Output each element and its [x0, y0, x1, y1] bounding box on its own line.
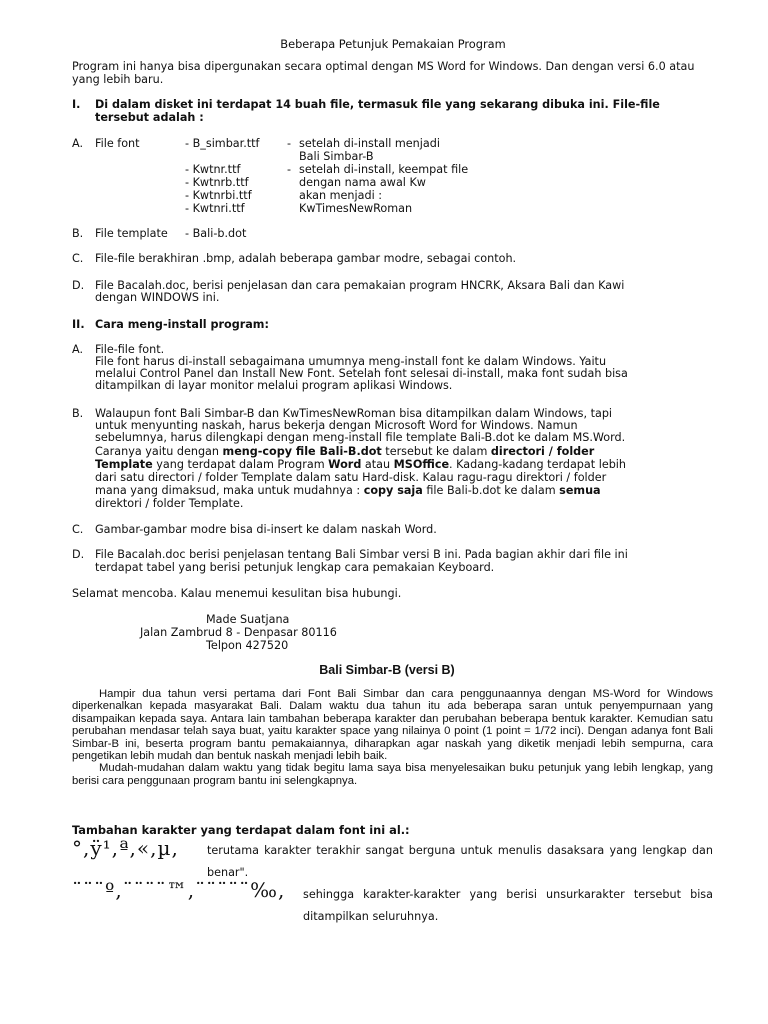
install-font-line: melalui Control Panel dan Install New Font. Setelah font selesai di-install, maka font sudah bisa [95, 367, 628, 380]
page-title: Beberapa Petunjuk Pemakaian Program [280, 37, 506, 51]
font-note: setelah di-install, keempat file [299, 163, 469, 176]
bacalah-text-line: dengan WINDOWS ini. [95, 291, 220, 304]
template-install-line: Walaupun font Bali Simbar-B dan KwTimesNewRoman bisa ditampilkan dalam Windows, tapi [95, 407, 613, 420]
section2-number: II. [72, 318, 85, 331]
glyph-sample: °,ÿ¹,ª,«,µ, [72, 836, 179, 860]
font-file-name: - Kwtnrb.ttf [185, 176, 249, 189]
font-file-name: - Kwtnr.ttf [185, 163, 241, 176]
template-file-name: - Bali-b.dot [185, 227, 247, 240]
modre-insert-text: Gambar-gambar modre bisa di-insert ke dalam naskah Word. [95, 523, 437, 536]
item-label: D. [72, 548, 85, 561]
install-font-line: File-file font. [95, 343, 165, 356]
section1-number: I. [72, 98, 81, 111]
item-label: C. [72, 523, 84, 536]
font-file-name [185, 150, 260, 163]
item-label: C. [72, 252, 84, 265]
bali-body [72, 688, 713, 787]
font-note: KwTimesNewRoman [299, 202, 413, 215]
glyph-sample: ¨¨¨º,¨¨¨¨™,¨¨¨¨¨‰, [72, 878, 286, 902]
font-file-name: - Kwtnri.ttf [185, 202, 245, 215]
font-file-list [185, 137, 260, 215]
karakter-heading: Tambahan karakter yang terdapat dalam font ini al.: [72, 823, 410, 837]
section2-heading: Cara meng-install program: [95, 318, 269, 331]
install-font-line: File font harus di-install sebagaimana umumnya meng-install font ke dalam Windows. Yaitu [95, 355, 607, 368]
item-label: A. [72, 343, 84, 356]
dash-marker [287, 176, 291, 189]
closing-text: Selamat mencoba. Kalau menemui kesulitan bisa hubungi. [72, 587, 402, 600]
bacalah-info-line: terdapat tabel yang berisi petunjuk lengkap cara pemakaian Keyboard. [95, 561, 495, 574]
body-paragraph: Mudah-mudahan dalam waktu yang tidak begitu lama saya bisa menyelesaikan buku petunjuk yang lebih lengkap, yang berisi cara penggunaan program bantu ini selengkapnya. [72, 762, 713, 787]
install-font-line: ditampilkan di layar monitor melalui program aplikasi Windows. [95, 379, 453, 392]
font-note: akan menjadi : [299, 189, 383, 202]
item-label: A. [72, 137, 84, 150]
font-note: dengan nama awal Kw [299, 176, 426, 189]
font-note-column [299, 137, 468, 215]
item-label: D. [72, 279, 85, 292]
font-file-name: - B_simbar.ttf [185, 137, 260, 150]
font-note: setelah di-install menjadi [299, 137, 440, 150]
template-install-line: mana yang dimaksud, maka untuk mudahnya : copy saja file Bali-b.dot ke dalam semua [95, 484, 601, 497]
contact-name: Made Suatjana [206, 613, 290, 626]
file-template-label: File template [95, 227, 168, 240]
section-title: Bali Simbar-B (versi B) [319, 663, 455, 677]
bacalah-info-line: File Bacalah.doc berisi penjelasan tentang Bali Simbar versi B ini. Pada bagian akhir dari file ini [95, 548, 628, 561]
body-paragraph: Hampir dua tahun versi pertama dari Font Bali Simbar dan cara penggunaannya dengan MS-Word for Windows diperkenalkan kepada masyarakat Bali. Dalam waktu dua tahun itu ada beberapa saran untuk penyempurnaan yang disampaikan kepada saya. Antara lain tambahan beberapa karakter dan perubahan beberapa bentuk karakter. Kemudian satu perubahan mendasar telah saya buat, yaitu karakter space yang nilainya 0 point (1 point = 1/72 inci). Dengan adanya font Bali Simbar-B ini, beserta program bantu pemakaiannya, diharapkan agar naskah yang diketik menjadi lebih sempurna, cara pengetikan lebih mudah dan bentuk naskah menjadi lebih baik. [72, 688, 713, 763]
glyph-note: sehingga karakter-karakter yang berisi unsurkarakter tersebut bisa ditampilkan seluruhnya. [303, 888, 713, 923]
bmp-files-text: File-file berakhiran .bmp, adalah beberapa gambar modre, sebagai contoh. [95, 252, 517, 265]
template-install-line: untuk menyunting naskah, harus bekerja dengan Microsoft Word for Windows. Namun [95, 419, 578, 432]
font-dash-column [287, 137, 291, 215]
file-font-label: File font [95, 137, 140, 150]
contact-phone: Telpon 427520 [206, 639, 289, 652]
font-note: Bali Simbar-B [299, 150, 374, 163]
item-label: B. [72, 407, 84, 420]
template-install-line: direktori / folder Template. [95, 497, 244, 510]
bacalah-text-line: File Bacalah.doc, berisi penjelasan dan cara pemakaian program HNCRK, Aksara Bali dan Kawi [95, 279, 625, 292]
font-file-name: - Kwtnrbi.ttf [185, 189, 252, 202]
item-label: B. [72, 227, 84, 240]
dash-marker: - [287, 137, 292, 150]
template-install-line: Caranya yaitu dengan meng-copy file Bali-B.dot tersebut ke dalam directori / folder [95, 445, 595, 458]
glyph-note: terutama karakter terakhir sangat berguna untuk menulis dasaksara yang lengkap dan benar". [207, 844, 713, 879]
dash-marker: - [287, 163, 292, 176]
dash-marker [287, 189, 291, 202]
dash-marker [287, 150, 291, 163]
intro-paragraph: Program ini hanya bisa dipergunakan secara optimal dengan MS Word for Windows. Dan dengan versi 6.0 atau yang lebih baru. [72, 60, 695, 87]
template-install-line: sebelumnya, harus dilengkapi dengan meng-install file template Bali-B.dot ke dalam MS.Word. [95, 431, 626, 444]
contact-address: Jalan Zambrud 8 - Denpasar 80116 [140, 626, 337, 639]
template-install-line: dari satu directori / folder Template dalam satu Hard-disk. Kalau ragu-ragu direktori / folder [95, 471, 607, 484]
template-install-line: Template yang terdapat dalam Program Word atau MSOffice. Kadang-kadang terdapat lebih [95, 458, 627, 471]
section1-heading: Di dalam disket ini terdapat 14 buah file, termasuk file yang sekarang dibuka ini. File-file tersebut adalah : [95, 98, 660, 125]
dash-marker [287, 202, 291, 215]
